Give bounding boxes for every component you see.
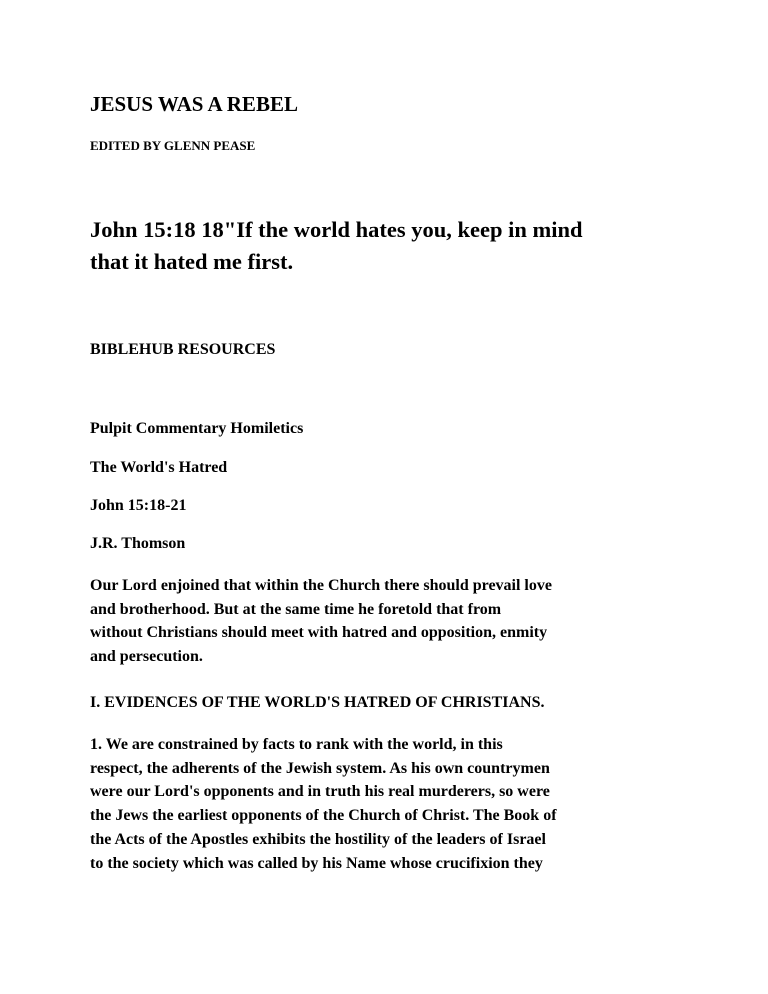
author-name: J.R. Thomson xyxy=(90,535,186,552)
paragraph-line: without Christians should meet with hatred and opposition, enmity xyxy=(90,624,548,642)
editor-credit: EDITED BY GLENN PEASE xyxy=(90,138,256,153)
commentary-source: Pulpit Commentary Homiletics xyxy=(90,420,304,437)
resources-heading: BIBLEHUB RESOURCES xyxy=(90,341,276,358)
scripture-reference: John 15:18-21 xyxy=(90,497,187,514)
paragraph-line: the Acts of the Apostles exhibits the hostility of the leaders of Israel xyxy=(90,830,546,848)
verse-line: John 15:18 18"If the world hates you, keep in mind xyxy=(90,217,583,242)
paragraph-line: to the society which was called by his Name whose crucifixion they xyxy=(90,854,543,872)
paragraph-line: respect, the adherents of the Jewish system. As his own countrymen xyxy=(90,759,550,777)
section-heading-one: I. EVIDENCES OF THE WORLD'S HATRED OF CHRISTIANS. xyxy=(90,694,545,711)
section-title: The World's Hatred xyxy=(90,459,228,476)
verse-heading xyxy=(90,214,690,278)
intro-paragraph xyxy=(90,574,690,669)
paragraph-line: and brotherhood. But at the same time he foretold that from xyxy=(90,600,502,618)
paragraph-line: 1. We are constrained by facts to rank with the world, in this xyxy=(90,736,503,753)
paragraph-line: Our Lord enjoined that within the Church there should prevail love xyxy=(90,577,552,594)
point-one-paragraph xyxy=(90,733,690,875)
paragraph-line: the Jews the earliest opponents of the Church of Christ. The Book of xyxy=(90,807,557,825)
paragraph-line: were our Lord's opponents and in truth his real murderers, so were xyxy=(90,783,550,801)
paragraph-line: and persecution. xyxy=(90,648,203,666)
document-title: JESUS WAS A REBEL xyxy=(90,92,298,116)
verse-line: that it hated me first. xyxy=(90,249,294,274)
